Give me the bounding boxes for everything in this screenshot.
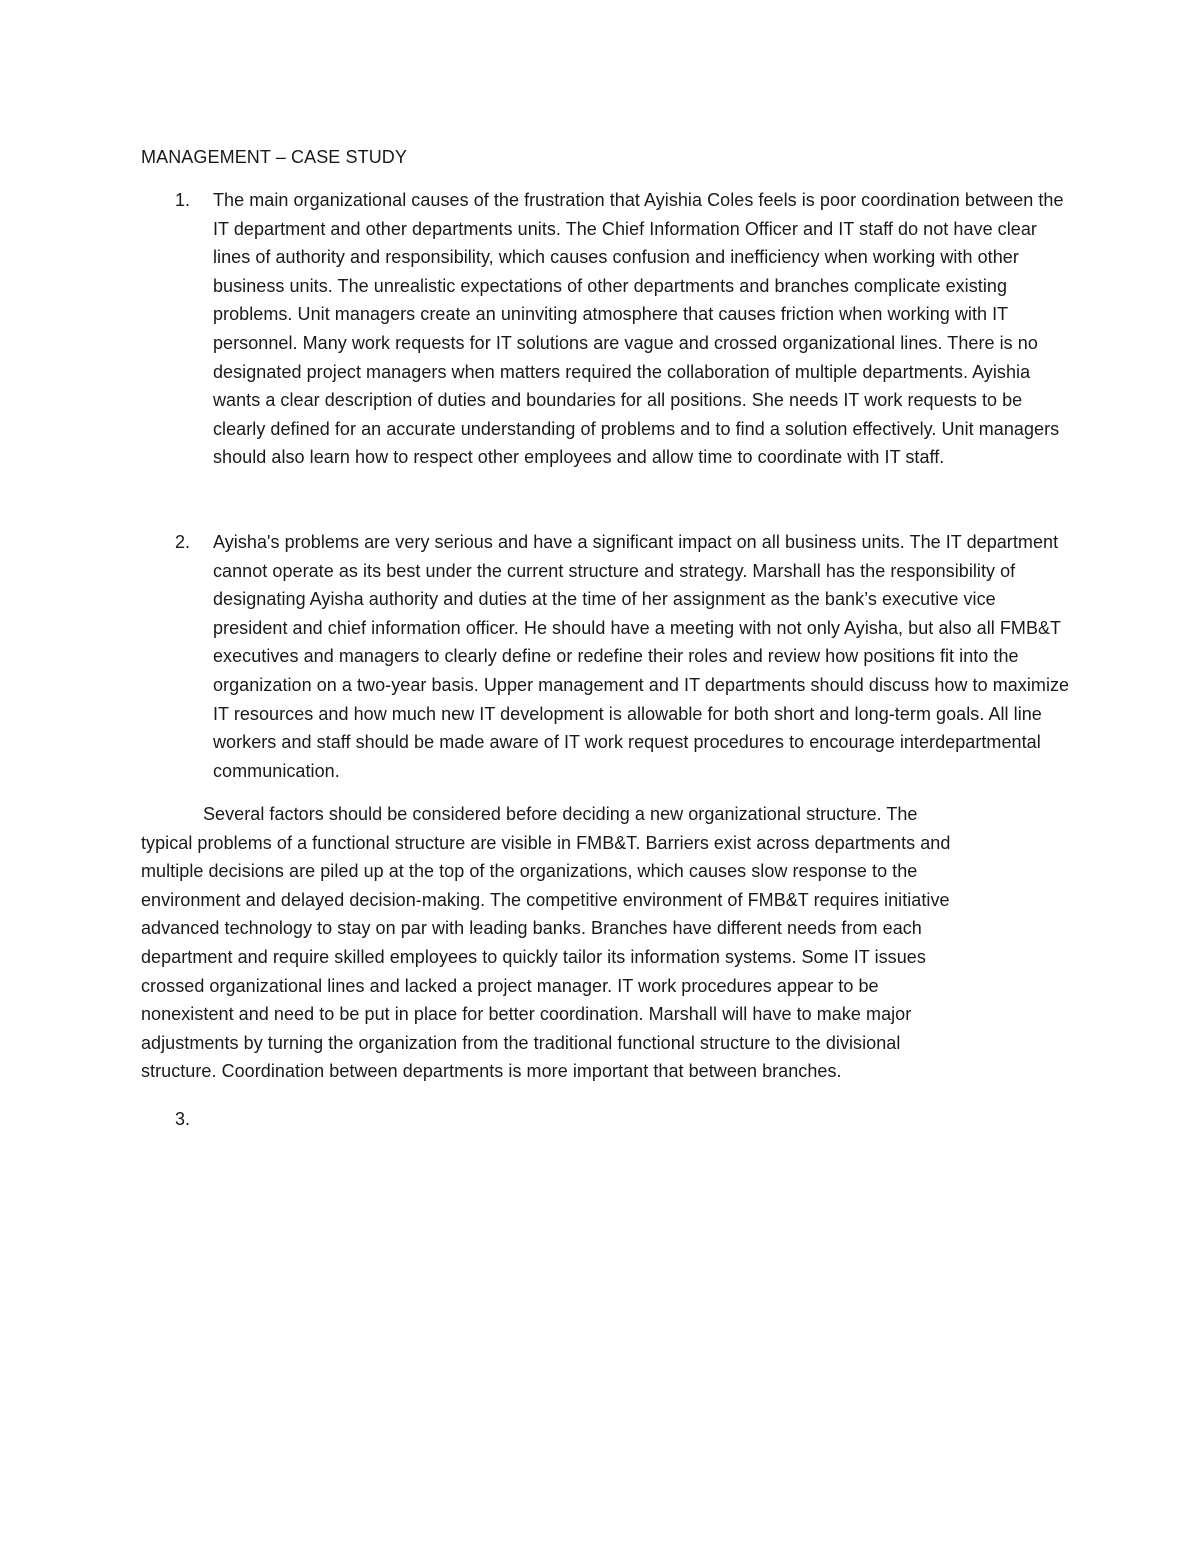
document-title: MANAGEMENT – CASE STUDY: [141, 147, 408, 167]
list-item-number: 2.: [175, 532, 191, 552]
list-item-text: Ayisha's problems are very serious and have a significant impact on all business units. The IT department cannot operate as its best under the current structure and strategy. Marshall has the responsibility of designating Ayisha authority and duties at the time of her assignment as the bank’s executive vice president and chief information officer. He should have a meeting with not only Ayisha, but also all FMB&T executives and managers to clearly define or redefine their roles and review how positions fit into the organization on a two-year basis. Upper management and IT departments should discuss how to maximize IT resources and how much new IT development is allowable for both short and long-term goals. All line workers and staff should be made aware of IT work request procedures to encourage interdepartmental communication.: [213, 532, 1070, 781]
list-item-text: The main organizational causes of the frustration that Ayishia Coles feels is poor coordination between the IT department and other departments units. The Chief Information Officer and IT staff do not have clear lines of authority and responsibility, which causes confusion and inefficiency when working with other business units. The unrealistic expectations of other departments and branches complicate existing problems. Unit managers create an uninviting atmosphere that causes friction when working with IT personnel. Many work requests for IT solutions are vague and crossed organizational lines. There is no designated project managers when matters required the collaboration of multiple departments. Ayishia wants a clear description of duties and boundaries for all positions. She needs IT work requests to be clearly defined for an accurate understanding of problems and to find a solution effectively. Unit managers should also learn how to respect other employees and allow time to coordinate with IT staff.: [213, 190, 1064, 468]
list-item-number: 1.: [175, 190, 191, 210]
list-item-number: 3.: [175, 1109, 191, 1129]
body-paragraph: Several factors should be considered before deciding a new organizational structure. The typical problems of a functional structure are visible in FMB&T. Barriers exist across departments and multiple decisions are piled up at the top of the organizations, which causes slow response to the environment and delayed decision-making. The competitive environment of FMB&T requires initiative advanced technology to stay on par with leading banks. Branches have different needs from each department and require skilled employees to quickly tailor its information systems. Some IT issues crossed organizational lines and lacked a project manager. IT work procedures appear to be nonexistent and need to be put in place for better coordination. Marshall will have to make major adjustments by turning the organization from the traditional functional structure to the divisional structure. Coordination between departments is more important that between branches.: [141, 804, 951, 1082]
